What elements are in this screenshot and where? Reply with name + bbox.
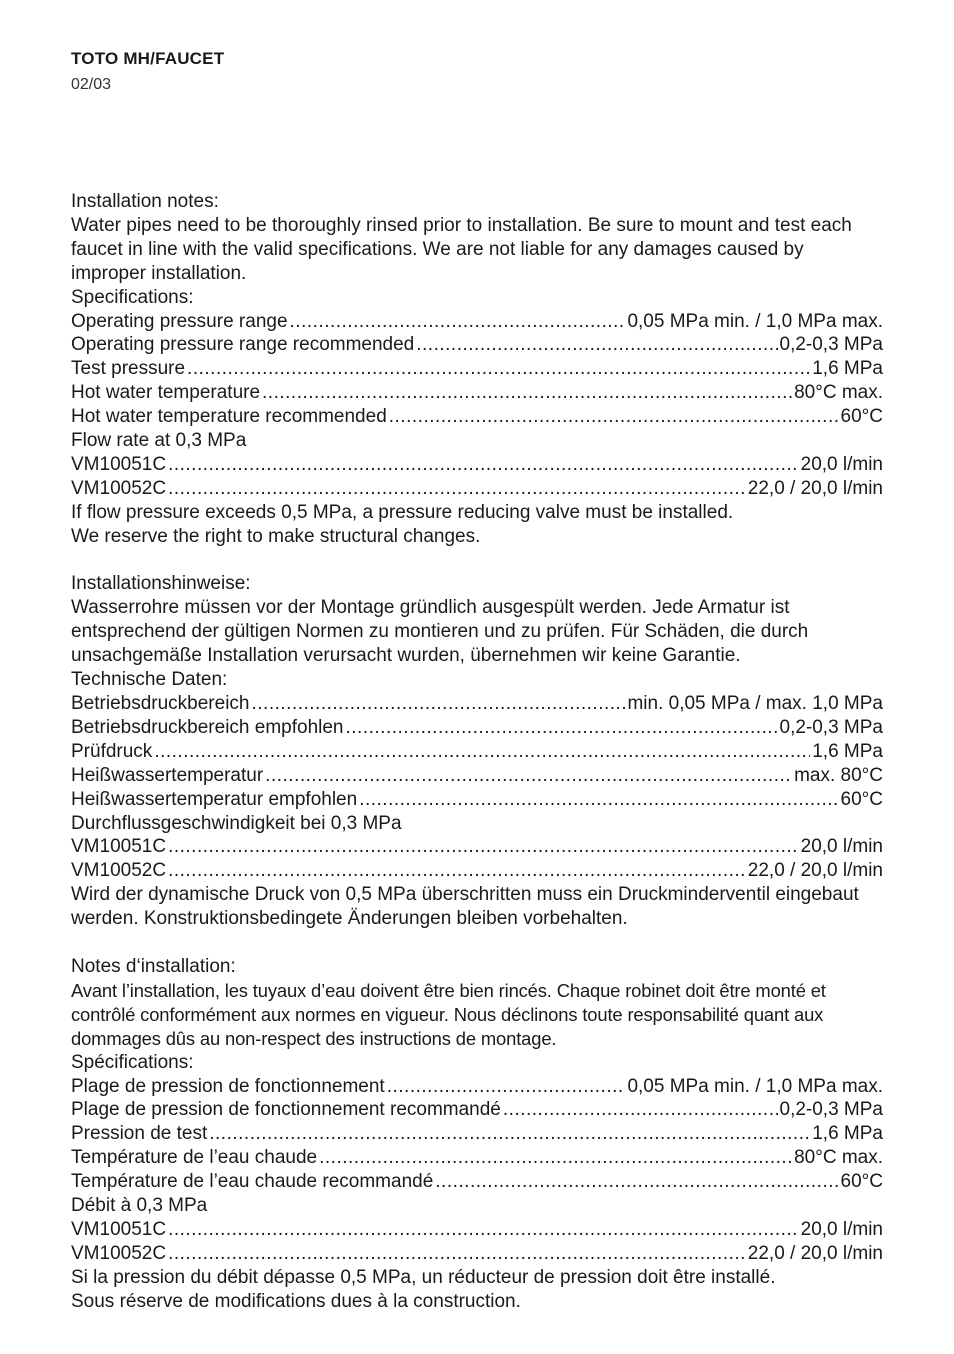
spec-row [71, 333, 883, 357]
model-label: VM10051C [71, 1218, 167, 1240]
section-note: Si la pression du débit dépasse 0,5 MPa, un réducteur de pression doit être installé. [71, 1266, 776, 1288]
spec-row [71, 692, 883, 716]
flow-row [71, 453, 883, 477]
document-title: TOTO MH/FAUCET [71, 49, 225, 68]
spec-value: 1,6 MPa [812, 740, 883, 762]
spec-label: Betriebsdruckbereich empfohlen [71, 716, 344, 738]
model-label: VM10051C [71, 453, 167, 475]
spec-value: 0,05 MPa min. / 1,0 MPa max. [627, 310, 883, 332]
spec-heading: Specifications: [71, 286, 194, 308]
leader-dots [319, 1146, 792, 1170]
leader-dots [154, 740, 810, 764]
model-label: VM10052C [71, 477, 167, 499]
leader-dots [168, 1242, 746, 1266]
document-header [71, 48, 224, 96]
spec-row [71, 405, 883, 429]
leader-dots [168, 835, 799, 859]
flow-heading: Flow rate at 0,3 MPa [71, 430, 247, 452]
spec-value: 0,2-0,3 MPa [779, 334, 883, 356]
spec-label: Test pressure [71, 358, 186, 380]
spec-value: min. 0,05 MPa / max. 1,0 MPa [627, 693, 883, 715]
leader-dots [251, 692, 625, 716]
spec-heading: Spécifications: [71, 1051, 194, 1073]
flow-row [71, 1218, 883, 1242]
spec-label: Heißwassertemperatur empfohlen [71, 788, 358, 810]
spec-value: 0,05 MPa min. / 1,0 MPa max. [627, 1075, 883, 1097]
section-note: If flow pressure exceeds 0,5 MPa, a pressure reducing valve must be installed. [71, 501, 734, 523]
spec-value: 60°C [840, 1171, 883, 1193]
spec-row [71, 716, 883, 740]
page-number: 02/03 [71, 76, 112, 93]
leader-dots [416, 333, 777, 357]
spec-label: Température de l’eau chaude recommandé [71, 1171, 434, 1193]
spec-value: 80°C max. [794, 382, 883, 404]
flow-value: 22,0 / 20,0 l/min [747, 1242, 883, 1264]
spec-value: 0,2-0,3 MPa [779, 1099, 883, 1121]
spec-label: Operating pressure range recommended [71, 334, 415, 356]
leader-dots [435, 1170, 838, 1194]
spec-row [71, 788, 883, 812]
spec-label: Plage de pression de fonctionnement recommandé [71, 1099, 501, 1121]
leader-dots [290, 310, 626, 334]
flow-heading: Durchflussgeschwindigkeit bei 0,3 MPa [71, 812, 402, 834]
section-german [71, 572, 883, 931]
section-intro: Wasserrohre müssen vor der Montage gründlich ausgespült werden. Jede Armatur ist entsprechend der gültigen Normen zu montieren und zu prüfen. Für Schäden, die durch unsachgemäße Installation verursacht wurden, übernehmen wir keine Garantie. [71, 597, 809, 667]
leader-dots [209, 1122, 810, 1146]
document-body [71, 190, 883, 1337]
section-heading: Installation notes: [71, 191, 219, 212]
flow-row [71, 477, 883, 501]
flow-value: 20,0 l/min [800, 453, 883, 475]
section-intro: Water pipes need to be thoroughly rinsed prior to installation. Be sure to mount and test each faucet in line with the valid specifications. We are not liable for any damages caused by improper installation. [71, 214, 852, 284]
spec-row [71, 1170, 883, 1194]
spec-label: Hot water temperature [71, 382, 261, 404]
model-label: VM10051C [71, 836, 167, 858]
leader-dots [262, 381, 792, 405]
spec-row [71, 1122, 883, 1146]
spec-label: Plage de pression de fonctionnement [71, 1075, 385, 1097]
section-heading: Notes d‘installation: [71, 955, 236, 977]
section-note: Sous réserve de modifications dues à la construction. [71, 1290, 521, 1312]
spec-value: 0,2-0,3 MPa [779, 716, 883, 738]
flow-heading: Débit à 0,3 MPa [71, 1195, 208, 1217]
section-french [71, 955, 883, 1314]
spec-value: max. 80°C [794, 764, 883, 786]
leader-dots [359, 788, 838, 812]
spec-row [71, 1098, 883, 1122]
spec-value: 1,6 MPa [812, 358, 883, 380]
leader-dots [168, 477, 746, 501]
flow-value: 20,0 l/min [800, 1218, 883, 1240]
spec-value: 60°C [840, 406, 883, 428]
leader-dots [389, 405, 839, 429]
spec-label: Betriebsdruckbereich [71, 693, 250, 715]
spec-value: 60°C [840, 788, 883, 810]
section-note: Wird der dynamische Druck von 0,5 MPa überschritten muss ein Druckminderventil eingebaut werden. Konstruktionsbedingete Änderungen bleiben vorbehalten. [71, 884, 859, 930]
flow-row [71, 835, 883, 859]
spec-label: Heißwassertemperatur [71, 764, 264, 786]
leader-dots [346, 716, 778, 740]
model-label: VM10052C [71, 860, 167, 882]
leader-dots [168, 859, 746, 883]
section-english [71, 190, 883, 549]
section-intro: Avant l’installation, les tuyaux d’eau doivent être bien rincés. Chaque robinet doit être monté et contrôlé conformément aux normes en vigueur. Nous déclinons toute responsabilité quant aux dommages dûs au non-respect des instructions de montage. [71, 979, 826, 1049]
spec-label: Operating pressure range [71, 310, 288, 332]
model-label: VM10052C [71, 1242, 167, 1264]
flow-row [71, 859, 883, 883]
leader-dots [187, 357, 810, 381]
leader-dots [387, 1075, 626, 1099]
section-heading: Installationshinweise: [71, 573, 251, 595]
spec-label: Température de l’eau chaude [71, 1147, 318, 1169]
leader-dots [168, 1218, 799, 1242]
leader-dots [265, 764, 792, 788]
spec-row [71, 764, 883, 788]
spec-value: 80°C max. [794, 1147, 883, 1169]
spec-value: 1,6 MPa [812, 1123, 883, 1145]
spec-row [71, 1146, 883, 1170]
leader-dots [168, 453, 799, 477]
spec-row [71, 1075, 883, 1099]
section-note: We reserve the right to make structural changes. [71, 525, 481, 547]
spec-label: Pression de test [71, 1123, 208, 1145]
spec-row [71, 357, 883, 381]
flow-value: 22,0 / 20,0 l/min [747, 860, 883, 882]
leader-dots [503, 1098, 778, 1122]
flow-value: 20,0 l/min [800, 836, 883, 858]
spec-row [71, 740, 883, 764]
spec-label: Prüfdruck [71, 740, 153, 762]
flow-row [71, 1242, 883, 1266]
spec-heading: Technische Daten: [71, 669, 228, 691]
spec-row [71, 310, 883, 334]
spec-label: Hot water temperature recommended [71, 406, 387, 428]
spec-row [71, 381, 883, 405]
flow-value: 22,0 / 20,0 l/min [747, 477, 883, 499]
